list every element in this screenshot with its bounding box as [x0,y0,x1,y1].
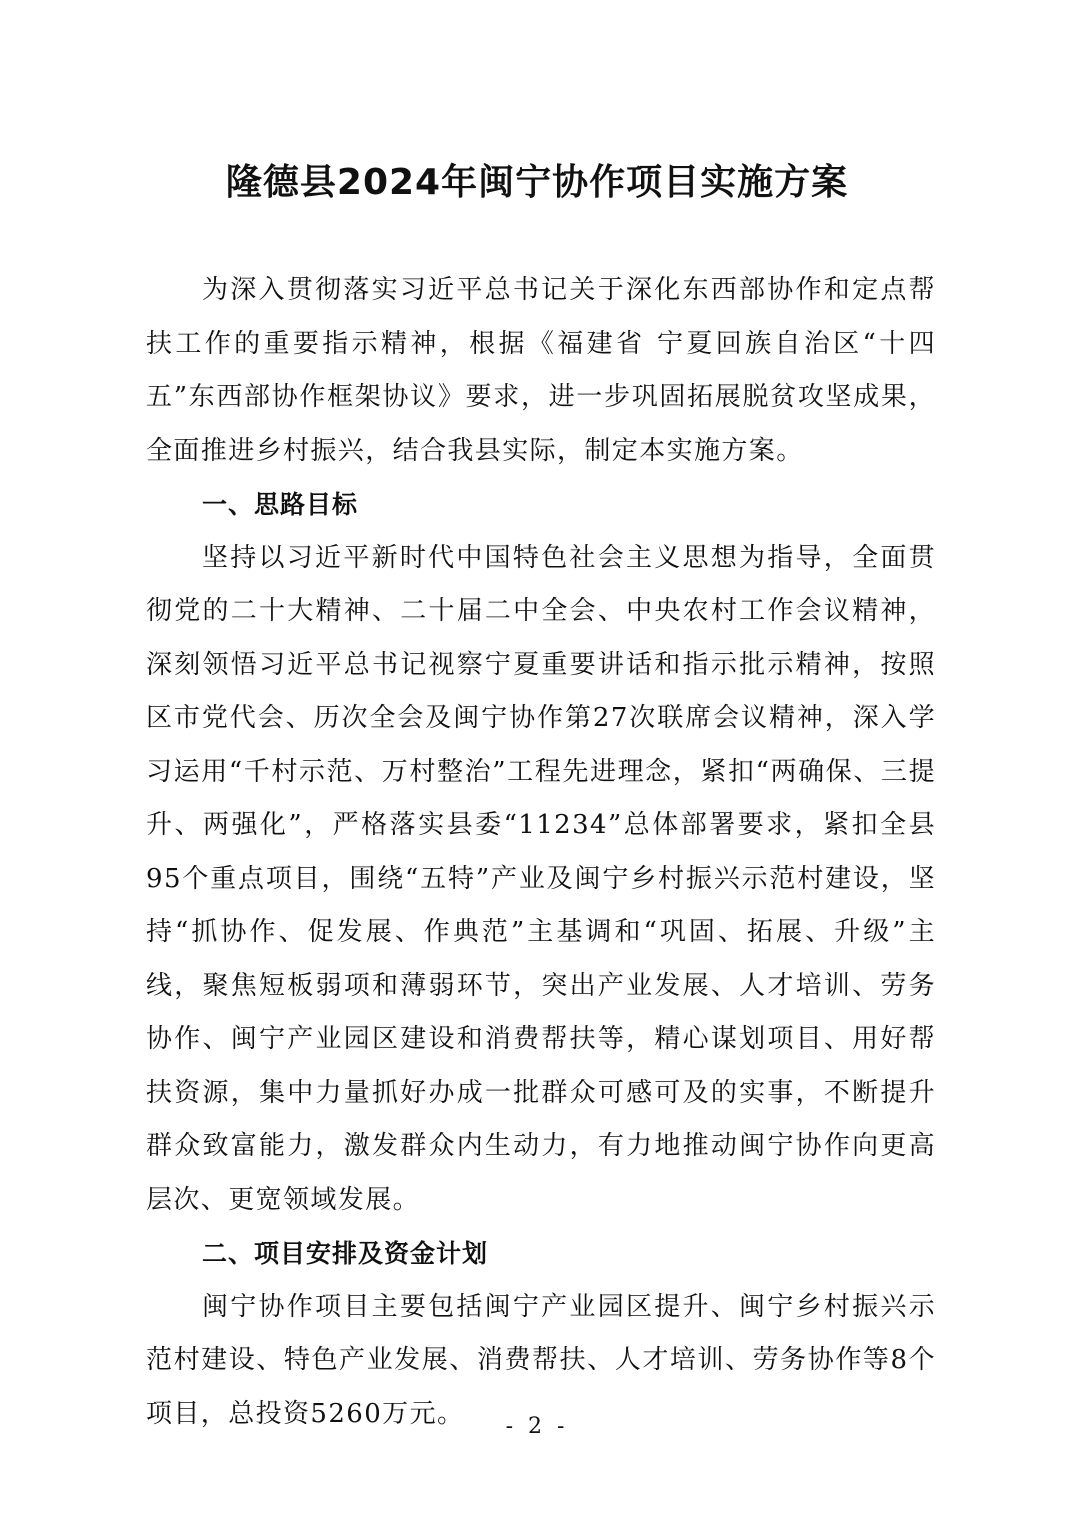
document-title: 隆德县2024年闽宁协作项目实施方案 [225,162,849,203]
document-body [146,264,936,1441]
section-heading-projects: 二、项目安排及资金计划 [202,1239,489,1268]
section-paragraph-goals: 坚持以习近平新时代中国特色社会主义思想为指导，全面贯彻党的二十大精神、二十届二中全会、中央农村工作会议精神，深刻领悟习近平总书记视察宁夏重要讲话和指示批示精神，按照区市党代会、历次全会及闽宁协作第27次联席会议精神，深入学习运用“千村示范、万村整治”工程先进理念，紧扣“两确保、三提升、两强化”，严格落实县委“11234”总体部署要求，紧扣全县95个重点项目，围绕“五特”产业及闽宁乡村振兴示范村建设，坚持“抓协作、促发展、作典范”主基调和“巩固、拓展、升级”主线，聚焦短板弱项和薄弱环节，突出产业发展、人才培训、劳务协作、闽宁产业园区建设和消费帮扶等，精心谋划项目、用好帮扶资源，集中力量抓好办成一批群众可感可及的实事，不断提升群众致富能力，激发群众内生动力，有力地推动闽宁协作向更高层次、更宽领域发展。 [146,542,936,1215]
page-number: - 2 - [505,1414,569,1439]
section-heading-goals: 一、思路目标 [202,490,359,519]
intro-paragraph: 为深入贯彻落实习近平总书记关于深化东西部协作和定点帮扶工作的重要指示精神，根据《福建省 宁夏回族自治区“十四五”东西部协作框架协议》要求，进一步巩固拓展脱贫攻坚成果，全面推进乡村振兴，结合我县实际，制定本实施方案。 [146,275,936,466]
section-paragraph-projects: 闽宁协作项目主要包括闽宁产业园区提升、闽宁乡村振兴示范村建设、特色产业发展、消费帮扶、人才培训、劳务协作等8个项目，总投资5260万元。 [146,1291,936,1429]
